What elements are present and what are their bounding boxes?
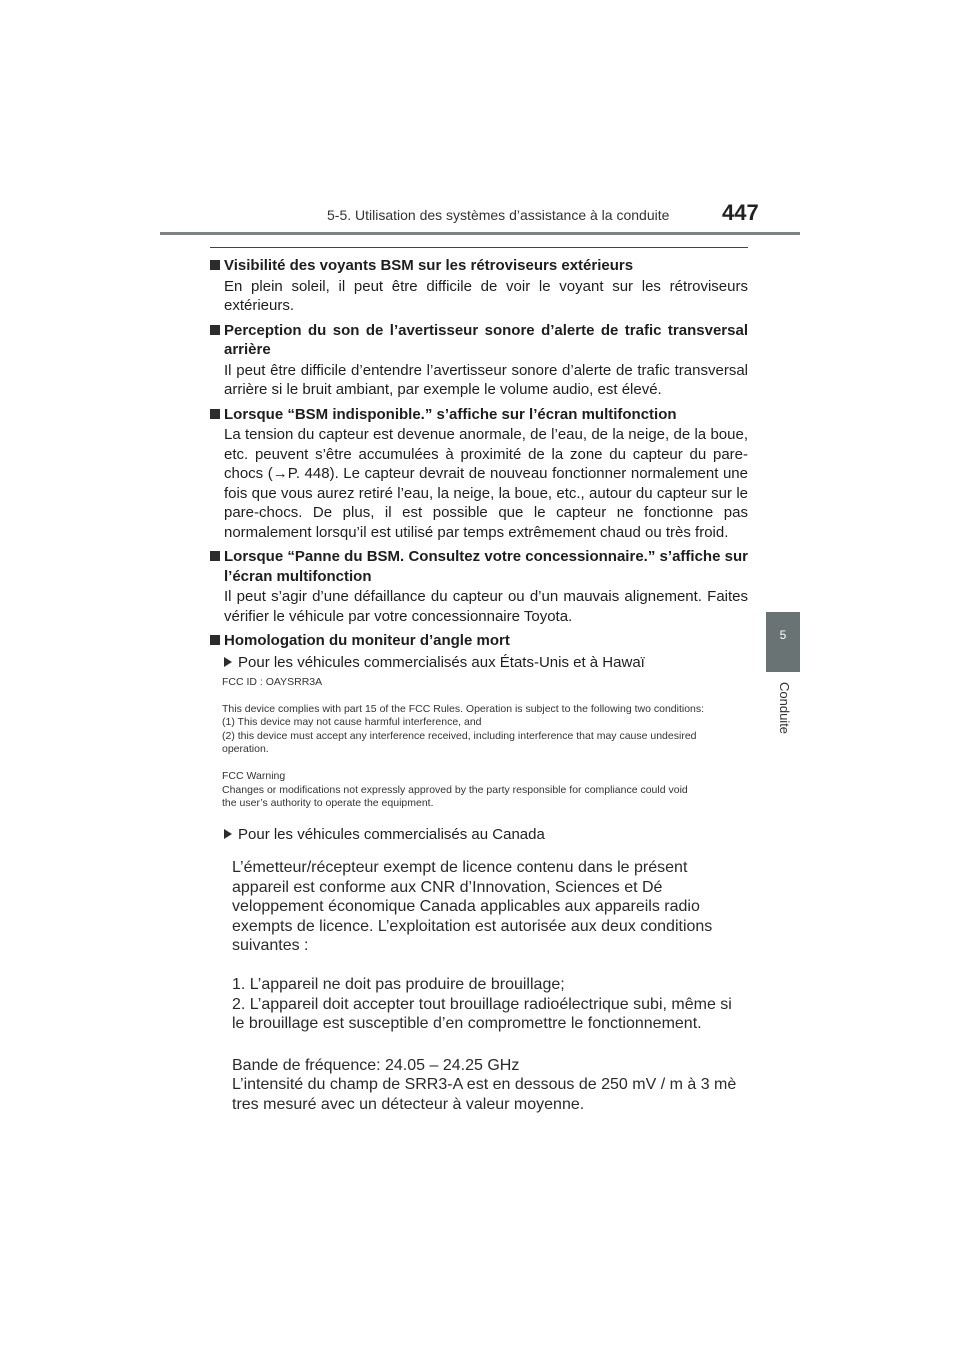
canada-text-line: appareil est conforme aux CNR d’Innovation, Sciences et Dé (232, 878, 663, 896)
fcc-statement (222, 676, 742, 811)
subheading-usa: Pour les véhicules commercialisés aux États-Unis et à Hawaï (210, 653, 748, 673)
triangle-bullet-icon (224, 829, 232, 839)
section-body: En plein soleil, il peut être difficile de voir le voyant sur les rétroviseurs extérieurs. (224, 277, 748, 314)
section-body: Il peut être difficile d’entendre l’avertisseur sonore d’alerte de trafic transversal arrière si le bruit ambiant, par exemple le volume audio, est élevé. (224, 361, 748, 398)
square-bullet-icon (210, 635, 220, 645)
square-bullet-icon (210, 409, 220, 419)
fcc-id: FCC ID : OAYSRR3A (222, 676, 323, 688)
fcc-text-line: (1) This device may not cause harmful interference, and (222, 716, 482, 729)
square-bullet-icon (210, 551, 220, 561)
canada-text-line: L’émetteur/récepteur exempt de licence contenu dans le présent (232, 859, 688, 876)
section-homologation (210, 631, 748, 672)
section-body: La tension du capteur est devenue anormale, de l’eau, de la neige, de la boue, etc. peuvent s’être accumulées à proximité de la zone du capteur du pare-chocs (→P. 448). Le capteur devrait de nouveau fonctionner normalement une fois que vous aurez retiré l’eau, la neige, la boue, etc., autour du capteur sur le pare-chocs. De plus, il est possible que le capteur ne fonctionne pas normalement lorsqu’il est utilisé par temps extrêmement chaud ou très froid. (224, 426, 748, 541)
subheading-canada: Pour les véhicules commercialisés au Canada (224, 826, 545, 843)
chapter-tab (766, 612, 800, 672)
canada-text-line: suivantes : (232, 937, 309, 955)
header-rule (160, 232, 800, 235)
fcc-warning-line: the user’s authority to operate the equipment. (222, 797, 434, 810)
fcc-warning-title: FCC Warning (222, 769, 286, 782)
fcc-text-line: operation. (222, 743, 269, 756)
content-rule (210, 247, 748, 248)
chapter-number: 5 (779, 628, 787, 642)
section-heading: Lorsque “BSM indisponible.” s’affiche sur l’écran multifonction (210, 405, 748, 425)
header-section-title: 5-5. Utilisation des systèmes d’assistance à la conduite (327, 207, 670, 223)
section-heading: Homologation du moniteur d’angle mort (210, 631, 748, 651)
canada-frequency: Bande de fréquence: 24.05 – 24.25 GHz (232, 1056, 520, 1074)
fcc-warning-line: Changes or modifications not expressly approved by the party responsible for compliance could void (222, 783, 688, 796)
section-heading: Lorsque “Panne du BSM. Consultez votre concessionnaire.” s’affiche sur l’écran multifonction (210, 547, 748, 586)
canada-statement (232, 858, 752, 1115)
section-heading: Perception du son de l’avertisseur sonore d’alerte de trafic transversal arrière (210, 321, 748, 360)
canada-field-strength: L’intensité du champ de SRR3-A est en dessous de 250 mV / m à 3 mè (232, 1076, 737, 1094)
canada-text-line: veloppement économique Canada applicables aux appareils radio (232, 898, 700, 916)
section-rcta-sound (210, 321, 748, 400)
square-bullet-icon (210, 260, 220, 270)
canada-text-line: exempts de licence. L’exploitation est autorisée aux deux conditions (232, 917, 713, 935)
section-body: Il peut s’agir d’une défaillance du capteur ou d’un mauvais alignement. Faites vérifier le véhicule par votre concessionnaire Toyota. (224, 588, 748, 625)
canada-condition: le brouillage est susceptible d’en compromettre le fonctionnement. (232, 1015, 702, 1033)
canada-condition: 2. L’appareil doit accepter tout brouillage radioélectrique subi, même si (232, 995, 732, 1013)
main-content (210, 256, 748, 677)
section-bsm-unavailable (210, 405, 748, 543)
fcc-text-line: (2) this device must accept any interference received, including interference that may cause undesired (222, 729, 697, 742)
fcc-text-line: This device complies with part 15 of the FCC Rules. Operation is subject to the following two conditions: (222, 702, 705, 715)
section-bsm-visibility (210, 256, 748, 316)
square-bullet-icon (210, 325, 220, 335)
canada-condition: 1. L’appareil ne doit pas produire de brouillage; (232, 975, 565, 993)
canada-field-strength: tres mesuré avec un détecteur à valeur moyenne. (232, 1095, 585, 1113)
page-number: 447 (722, 200, 759, 225)
triangle-bullet-icon (224, 657, 232, 667)
section-heading: Visibilité des voyants BSM sur les rétroviseurs extérieurs (210, 256, 748, 276)
chapter-label: Conduite (777, 682, 792, 735)
section-bsm-malfunction (210, 547, 748, 626)
